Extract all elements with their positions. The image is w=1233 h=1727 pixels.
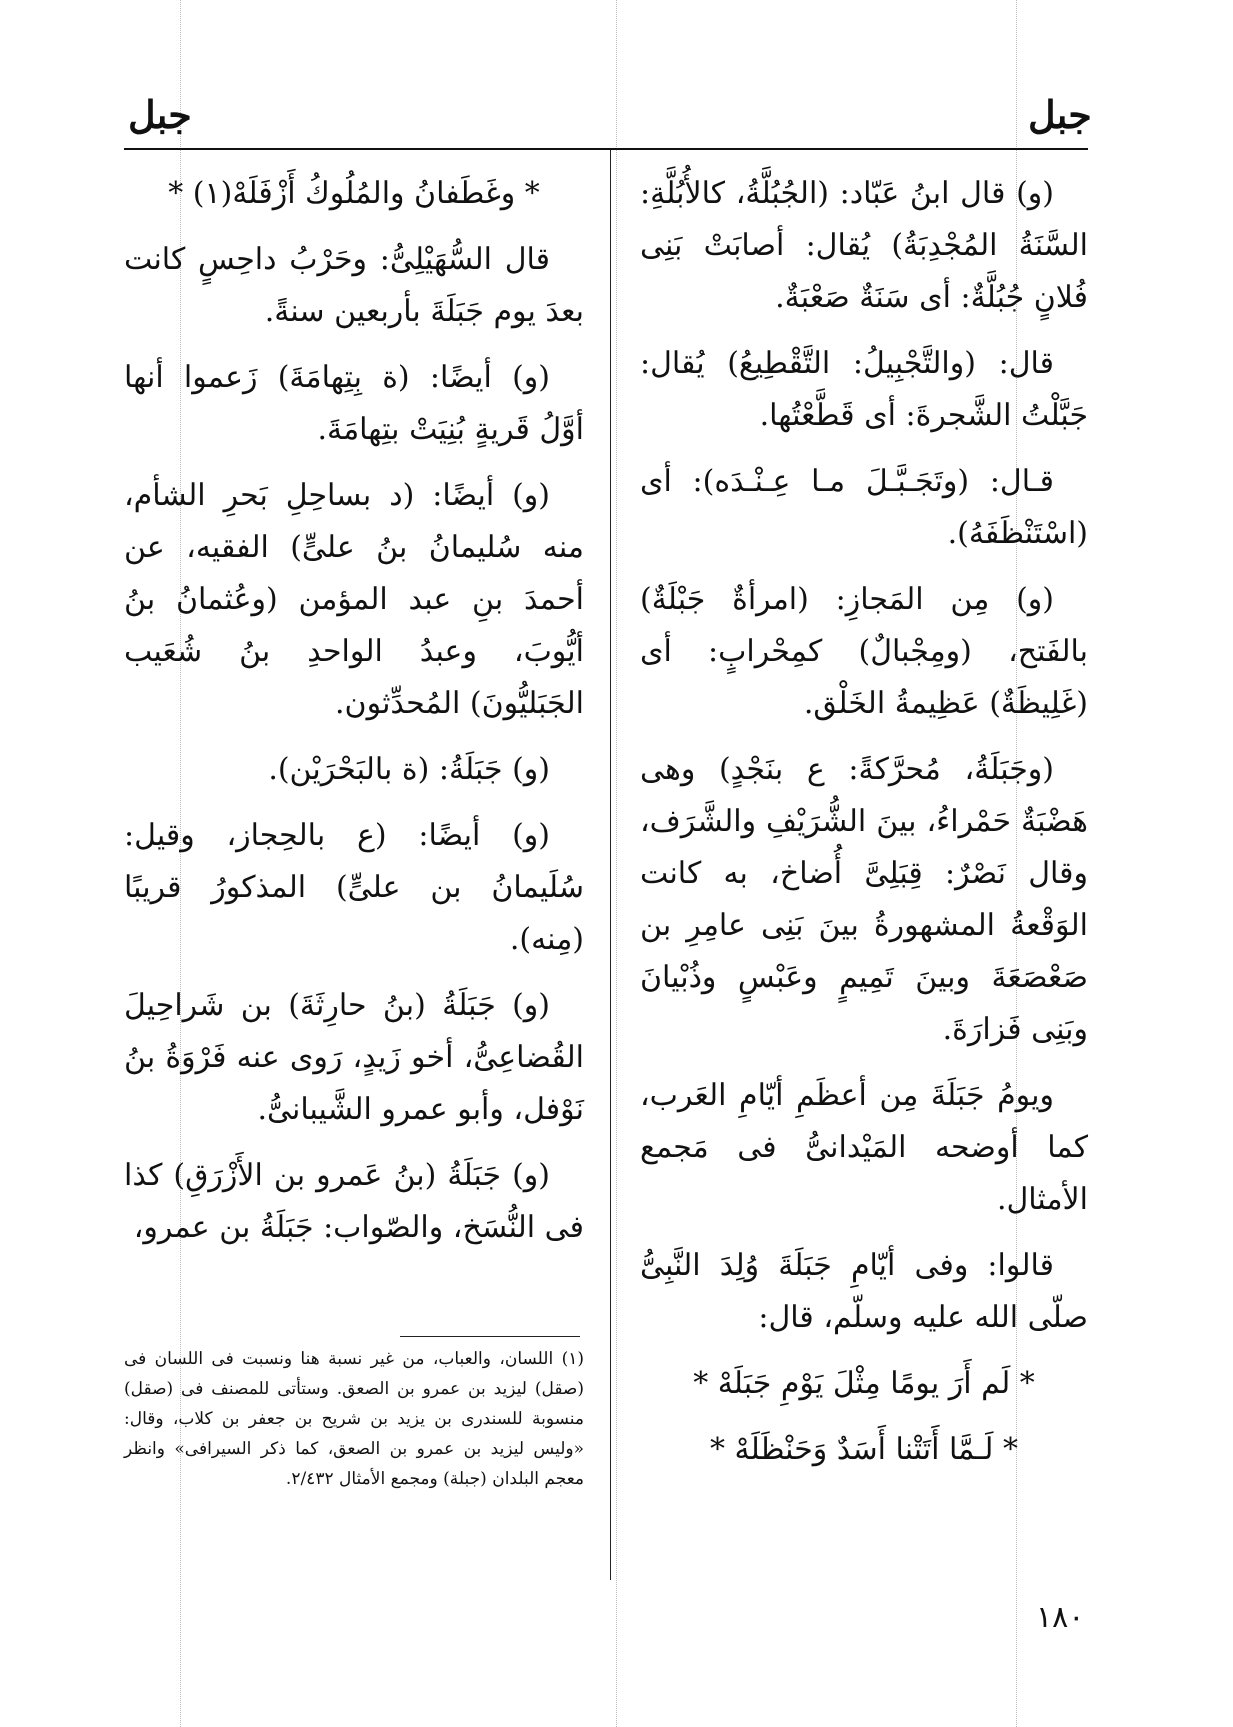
paragraph: (و) أيضًا: (ع بالحِجاز، وقيل: سُلَيمانُ بن علىٍّ) المذكورُ قريبًا (مِنه). xyxy=(124,818,584,957)
paragraph: (و) جَبَلَةُ: (ة بالبَحْرَيْن). xyxy=(268,752,550,787)
paragraph: قـال: (وتَجَـبَّـلَ مـا عِـنْـدَه): أى (اسْتَنْظَفَهُ). xyxy=(640,464,1088,551)
scan-guide-line xyxy=(616,0,617,1727)
verse-line: * لَـمَّا أَتَتْنا أَسَدٌ وَحَنْظَلَهْ * xyxy=(710,1432,1018,1467)
paragraph: قال السُّهَيْلِىُّ: وحَرْبُ داحِسٍ كانت بعدَ يوم جَبَلَةَ بأربعين سنةً. xyxy=(124,242,584,329)
header-rule xyxy=(124,148,1088,150)
paragraph: (و) مِن المَجازِ: (امرأةٌ جَبْلَةٌ) بالفَتح، (ومِجْبالٌ) كمِحْرابٍ: أى (غَلِيظَةٌ) عَظِيمةُ الخَلْق. xyxy=(640,582,1088,721)
paragraph: (و) قال ابنُ عَبّاد: (الجُبُلَّةُ، كالأُبُلَّةِ: السَّنَةُ المُجْدِبَةُ) يُقال: أصابَتْ بَنِى فُلانٍ جُبُلَّةٌ: أى سَنَةٌ صَعْبَةٌ. xyxy=(640,176,1088,315)
page-number: ١٨٠ xyxy=(1036,1600,1085,1635)
footnote: (١) اللسان، والعباب، من غير نسبة هنا ونسبت فى اللسان فى (صقل) ليزيد بن عمرو بن الصعق. وستأتى للمصنف فى (صقل) منسوبة للسندرى بن يزيد بن شريح بن جعفر بن كلاب، وقال: «وليس ليزيد بن عمرو بن الصعق، كما ذكر السيرافى» وانظر معجم البلدان (جبلة) ومجمع الأمثال ٢/٤٣٢. xyxy=(124,1349,584,1489)
paragraph: (و) أيضًا: (د بساحِلِ بَحرِ الشأم، منه سُليمانُ بنُ علىٍّ) الفقيه، عن أحمدَ بنِ عبد المؤمن (وعُثمانُ بنُ أيُّوبَ، وعبدُ الواحدِ بنُ شُعَيب الجَبَليُّونَ) المُحدِّثون. xyxy=(124,478,584,721)
verse-line: * لَم أَرَ يومًا مِثْلَ يَوْمِ جَبَلَهْ * xyxy=(693,1366,1035,1401)
paragraph: (و) أيضًا: (ة بِتِهامَةَ) زَعموا أنها أوَّلُ قَريةٍ بُنِيَتْ بتِهامَةَ. xyxy=(124,360,584,447)
paragraph: (و) جَبَلَةُ (بنُ عَمرو بن الأَزْرَقِ) كذا فى النُّسَخ، والصّواب: جَبَلَةُ بن عمرو، xyxy=(124,1158,584,1245)
paragraph: قالوا: وفى أيّامِ جَبَلَةَ وُلِدَ النَّبِىُّ صلّى الله عليه وسلّم، قال: xyxy=(640,1248,1088,1335)
footnote-rule xyxy=(400,1336,580,1337)
header-word-left: جبل xyxy=(128,92,192,137)
paragraph: (و) جَبَلَةُ (بنُ حارِثَةَ) بن شَراحِيلَ القُضاعِىُّ، أخو زَيدٍ، رَوى عنه فَرْوَةُ بنُ نَوْفل، وأبو عمرو الشَّيبانىُّ. xyxy=(124,988,584,1127)
right-column xyxy=(640,168,1088,1490)
column-divider xyxy=(610,150,611,1580)
paragraph: ويومُ جَبَلَةَ مِن أعظَمِ أيّامِ العَرب، كما أوضحه المَيْدانىُّ فى مَجمع الأمثال. xyxy=(640,1078,1088,1217)
left-column xyxy=(124,168,584,1268)
header-word-right: جبل xyxy=(1028,92,1092,137)
paragraph: قال: (والتَّجْبِيلُ: التَّقْطِيعُ) يُقال: جَبَّلْتُ الشَّجرةَ: أى قَطَّعْتُها. xyxy=(640,346,1088,433)
paragraph: (وجَبَلَةُ، مُحرَّكةً: ع بنَجْدٍ) وهى هَضْبَةٌ حَمْراءُ، بينَ الشُّرَيْفِ والشَّرَف، وقال نَصْرٌ: قِبَلِىَّ أُضاخ، به كانت الوَقْعةُ المشهورةُ بينَ بَنِى عامِرِ بن صَعْصَعَةَ وبينَ تَمِيمٍ وعَبْسٍ وذُبْيانَ وبَنِى فَزارَةَ. xyxy=(640,752,1088,1047)
verse-line: * وغَطَفانُ والمُلُوكُ أَزْفَلَهْ(١) * xyxy=(168,176,540,211)
